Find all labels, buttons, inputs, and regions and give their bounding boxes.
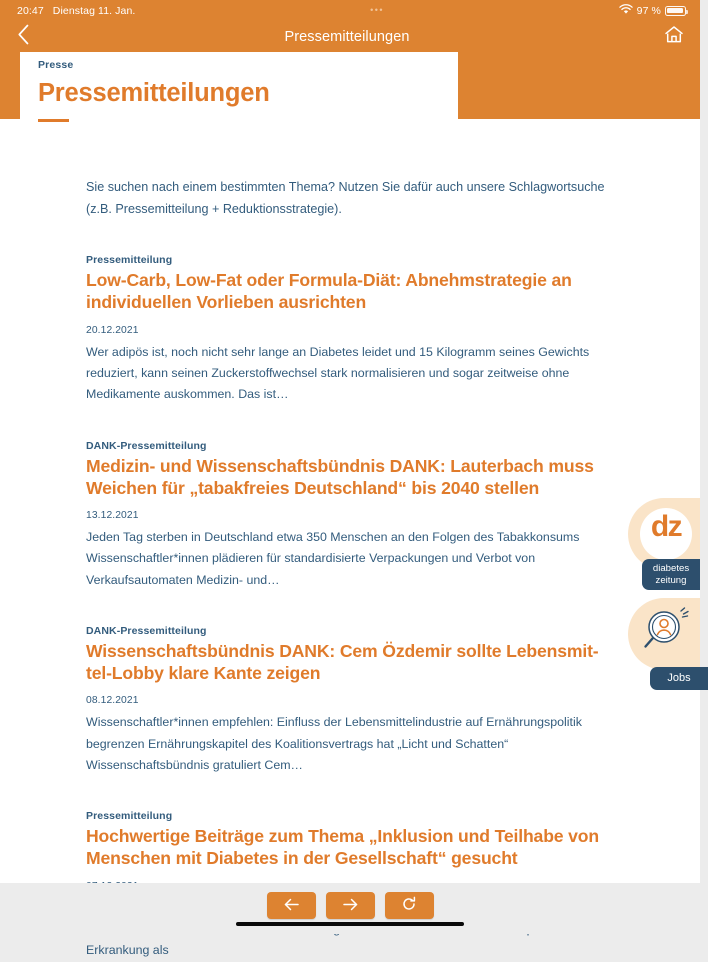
nav-forward-button[interactable] — [326, 892, 375, 919]
wifi-icon — [619, 4, 633, 18]
hero-inner — [38, 52, 700, 122]
article-date: 13.12.2021 — [86, 509, 139, 521]
article-date: 20.12.2021 — [86, 324, 139, 336]
article-teaser: Erkrankung als — [86, 943, 169, 958]
status-bar-date: Dienstag 11. Jan. — [52, 4, 136, 17]
article-title[interactable]: Low-Carb, Low-Fat oder Formula-Diät: Abnehmstrategie an individuellen Vorlieben ausrichten — [86, 270, 572, 313]
article-title[interactable]: Medizin- und Wissenschaftsbündnis DANK: Lauterbach muss Weichen für „tabakfreies Deutschland“ bis 2040 stellen — [86, 455, 594, 498]
hero-accent-left — [0, 52, 20, 119]
nav-reload-button[interactable] — [385, 892, 434, 919]
floating-side-widgets — [628, 498, 700, 698]
webview-content — [0, 52, 700, 958]
title-underline-rule — [38, 119, 69, 122]
widget-label-line1: diabetes — [652, 563, 690, 574]
home-button[interactable] — [648, 25, 700, 49]
app-navigation-bar — [0, 21, 700, 52]
arrow-left-icon — [283, 897, 300, 915]
article-kicker: Pressemitteilung — [86, 810, 173, 823]
article-title[interactable]: Wissenschaftsbündnis DANK: Cem Özdemir sollte Lebensmittel-Lobby klare Kante zeigen — [86, 640, 599, 684]
diabetes-zeitung-logo-text: dz — [650, 510, 682, 543]
article-title[interactable]: Hochwertige Beiträge zum Thema „Inklusion und Teilhabe von Menschen mit Diabetes in der Gesellschaft“ gesucht — [86, 826, 599, 869]
diabetes-zeitung-logo-icon — [640, 508, 692, 560]
article-teaser: Wissenschaftler*innen empfehlen: Einfluss der Lebensmittelindustrie auf Ernährungspolitik begrenzen Ernährungskapitel des Koalitionsvertrags hat „Licht und Schatten“ Wissenschaftsbündnis gratuliert Cem… — [86, 715, 582, 772]
status-bar-center — [135, 6, 618, 15]
intro-paragraph: Sie suchen nach einem bestimmten Thema? Nutzen Sie dafür auch unsere Schlagwortsuche (z.B. Pressemitteilung + Reduktionsstrategie). — [86, 180, 605, 216]
status-bar-right — [619, 4, 700, 18]
article-teaser: Jeden Tag sterben in Deutschland etwa 350 Menschen an den Folgen des Tabakkonsums Wissenschaftler*innen plädieren für standardisierte Verpackungen und Verbot von Verkaufsautomaten Medizin- und… — [86, 529, 580, 587]
widget-label-line2: zeitung — [655, 574, 687, 586]
arrow-right-icon — [342, 897, 359, 915]
reload-icon — [401, 896, 417, 915]
browser-toolbar — [0, 883, 700, 934]
home-indicator[interactable] — [236, 922, 464, 927]
back-button[interactable] — [0, 24, 46, 50]
nav-back-button[interactable] — [267, 892, 316, 919]
battery-percent-label: 97 % — [636, 4, 661, 17]
status-bar-dots: ••• — [370, 5, 385, 15]
article-item[interactable] — [86, 440, 614, 591]
status-bar-time: 20:47 — [17, 4, 44, 17]
widget-jobs[interactable] — [628, 598, 700, 690]
job-search-icon — [640, 606, 692, 661]
breadcrumb[interactable]: Presse — [38, 59, 74, 71]
widget-label-diabetes-zeitung — [642, 559, 700, 590]
widget-diabetes-zeitung[interactable] — [628, 498, 700, 590]
chevron-left-icon — [17, 24, 30, 50]
battery-icon — [665, 6, 686, 16]
page-body — [0, 177, 700, 962]
home-icon — [664, 25, 684, 49]
article-item[interactable] — [86, 254, 614, 405]
article-kicker: DANK-Pressemitteilung — [86, 624, 207, 637]
article-date: 08.12.2021 — [86, 695, 139, 707]
page-title-navbar: Pressemitteilungen — [284, 28, 410, 45]
article-kicker: Pressemitteilung — [86, 254, 173, 267]
article-item[interactable] — [86, 625, 614, 776]
article-teaser: Wer adipös ist, noch nicht sehr lange an Diabetes leidet und 15 Kilogramm seines Gewichts reduziert, kann seinen Zuckerstoffwechsel stark normalisieren und sogar zeitweise ohne Medikamente auskommen. Das ist… — [86, 344, 590, 402]
article-kicker: DANK-Pressemitteilung — [86, 439, 207, 452]
widget-label-jobs: Jobs — [650, 667, 708, 690]
status-bar-left — [0, 5, 135, 17]
ios-status-bar — [0, 0, 700, 21]
page-hero — [0, 52, 700, 119]
page-title: Pressemitteilungen — [38, 79, 270, 107]
